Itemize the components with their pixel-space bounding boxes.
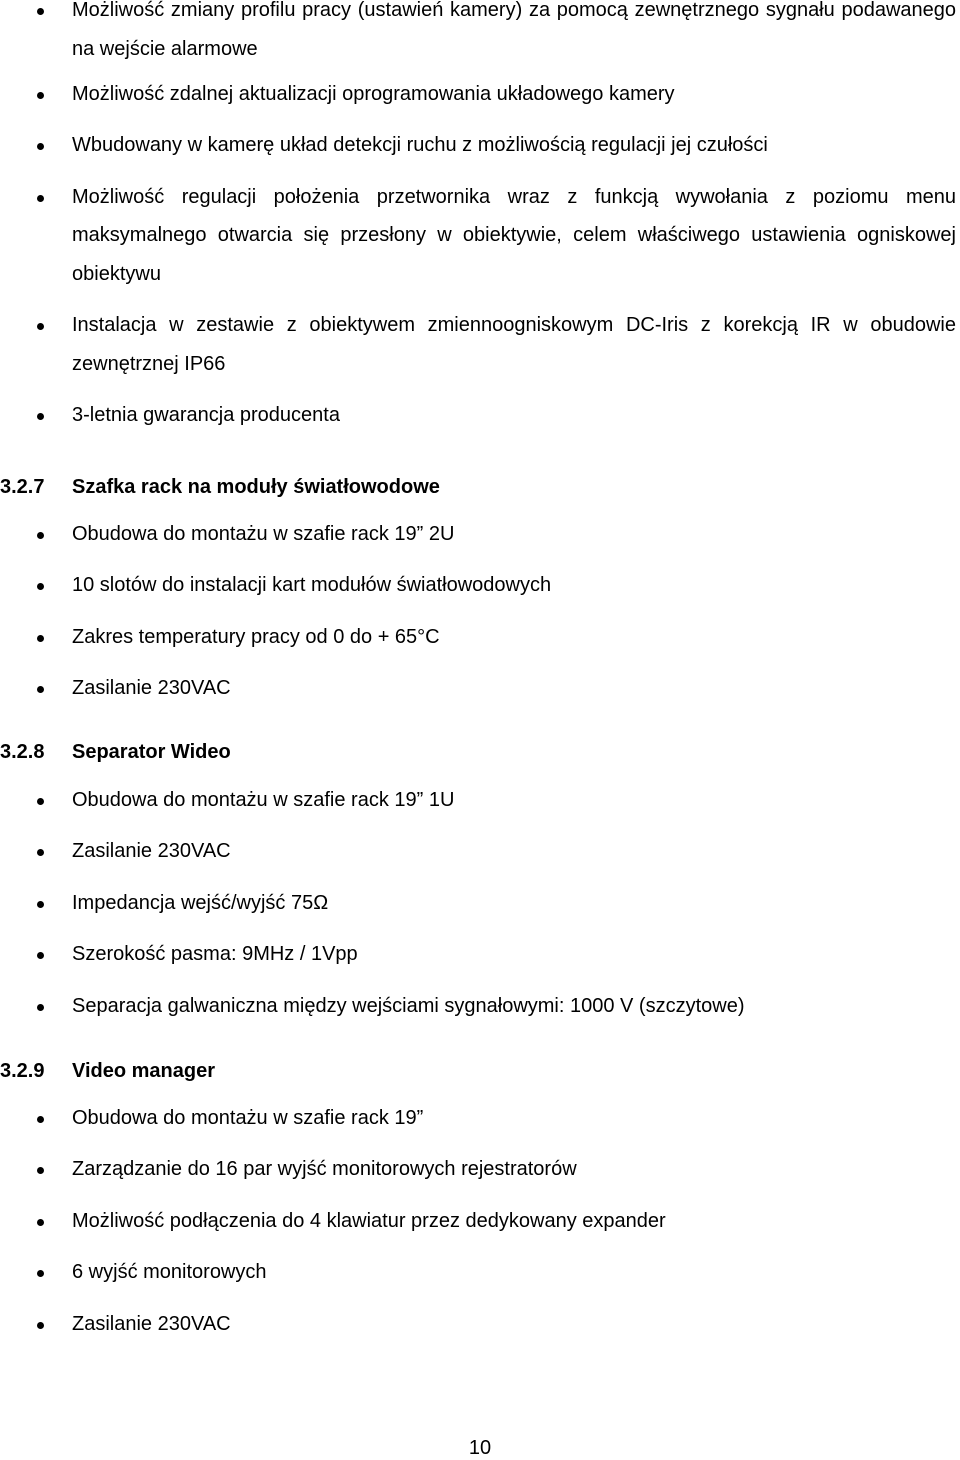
- list-item-text: 6 wyjść monitorowych: [72, 1261, 267, 1283]
- list-item-text: Możliwość zmiany profilu pracy (ustawień kamery) za pomocą zewnętrznego sygnału podawanego na wejście alarmowe: [72, 0, 956, 60]
- list-item-text: Możliwość regulacji położenia przetwornika wraz z funkcją wywołania z poziomu menu maksymalnego otwarcia się przesłony w obiektywie, celem właściwego ustawienia ogniskowej obiektywu: [72, 185, 956, 285]
- list-item: [72, 171, 956, 300]
- intro-list: [0, 0, 956, 441]
- list-item: [72, 663, 551, 715]
- list-item: [72, 929, 745, 981]
- section-number: 3.2.7: [0, 476, 45, 498]
- list-item-text: Zasilanie 230VAC: [72, 840, 231, 862]
- section-list: [0, 1092, 666, 1350]
- list-item-text: Obudowa do montażu w szafie rack 19”: [72, 1106, 424, 1129]
- bullet-icon: [37, 92, 44, 99]
- list-item: [72, 826, 745, 878]
- bullet-icon: [37, 952, 44, 959]
- list-item: [72, 68, 956, 120]
- list-item: [72, 774, 745, 826]
- list-item: [72, 1144, 666, 1196]
- list-item-text: Zasilanie 230VAC: [72, 677, 231, 699]
- bullet-icon: [37, 323, 44, 330]
- bullet-icon: [37, 143, 44, 150]
- page-number: 10: [468, 1437, 492, 1459]
- list-item: [72, 1092, 666, 1144]
- list-item-text: Szerokość pasma: 9MHz / 1Vpp: [72, 943, 358, 965]
- list-item-text: Możliwość podłączenia do 4 klawiatur przez dedykowany expander: [72, 1209, 666, 1232]
- section-list: [0, 508, 551, 714]
- list-item-text: 3-letnia gwarancja producenta: [72, 404, 340, 426]
- list-item: [72, 560, 551, 612]
- list-item-text: Zakres temperatury pracy od 0 do + 65°C: [72, 625, 440, 648]
- bullet-icon: [37, 1270, 44, 1277]
- bullet-icon: [37, 1322, 44, 1329]
- list-item-text: Wbudowany w kamerę układ detekcji ruchu z możliwością regulacji jej czułości: [72, 134, 768, 156]
- bullet-icon: [37, 195, 44, 202]
- bullet-icon: [37, 635, 44, 642]
- section-title: Separator Wideo: [72, 741, 231, 763]
- list-item-text: Instalacja w zestawie z obiektywem zmiennoogniskowym DC-Iris z korekcją IR w obudowie zewnętrznej IP66: [72, 314, 956, 375]
- list-item: [72, 0, 956, 68]
- bullet-icon: [37, 686, 44, 693]
- bullet-icon: [37, 1219, 44, 1226]
- bullet-icon: [37, 413, 44, 420]
- bullet-icon: [37, 849, 44, 856]
- list-item-text: Zasilanie 230VAC: [72, 1312, 231, 1335]
- list-item: [72, 1298, 666, 1350]
- list-item-text: Obudowa do montażu w szafie rack 19” 2U: [72, 522, 455, 545]
- list-item-text: Zarządzanie do 16 par wyjść monitorowych rejestratorów: [72, 1158, 577, 1180]
- bullet-icon: [37, 8, 44, 15]
- list-item: [72, 611, 551, 663]
- list-item: [72, 390, 956, 442]
- list-item: [72, 877, 745, 929]
- list-item: [72, 980, 745, 1032]
- list-item-text: Obudowa do montażu w szafie rack 19” 1U: [72, 788, 455, 811]
- bullet-icon: [37, 798, 44, 805]
- section-title: Szafka rack na moduły światłowodowe: [72, 476, 440, 498]
- section-list: [0, 774, 745, 1032]
- bullet-icon: [37, 901, 44, 908]
- list-item-text: Impedancja wejść/wyjść 75Ω: [72, 891, 329, 914]
- list-item-text: 10 slotów do instalacji kart modułów światłowodowych: [72, 574, 552, 596]
- section-number: 3.2.9: [0, 1060, 45, 1082]
- list-item-text: Możliwość zdalnej aktualizacji oprogramowania układowego kamery: [72, 82, 675, 105]
- section-title: Video manager: [72, 1060, 216, 1082]
- list-item: [72, 120, 956, 172]
- list-item: [72, 1247, 666, 1299]
- list-item: [72, 1195, 666, 1247]
- bullet-icon: [37, 1167, 44, 1174]
- bullet-icon: [37, 1004, 44, 1011]
- list-item: [72, 508, 551, 560]
- list-item: [72, 300, 956, 390]
- bullet-icon: [37, 532, 44, 539]
- bullet-icon: [37, 1116, 44, 1123]
- section-number: 3.2.8: [0, 741, 45, 763]
- list-item-text: Separacja galwaniczna między wejściami sygnałowymi: 1000 V (szczytowe): [72, 994, 745, 1017]
- bullet-icon: [37, 583, 44, 590]
